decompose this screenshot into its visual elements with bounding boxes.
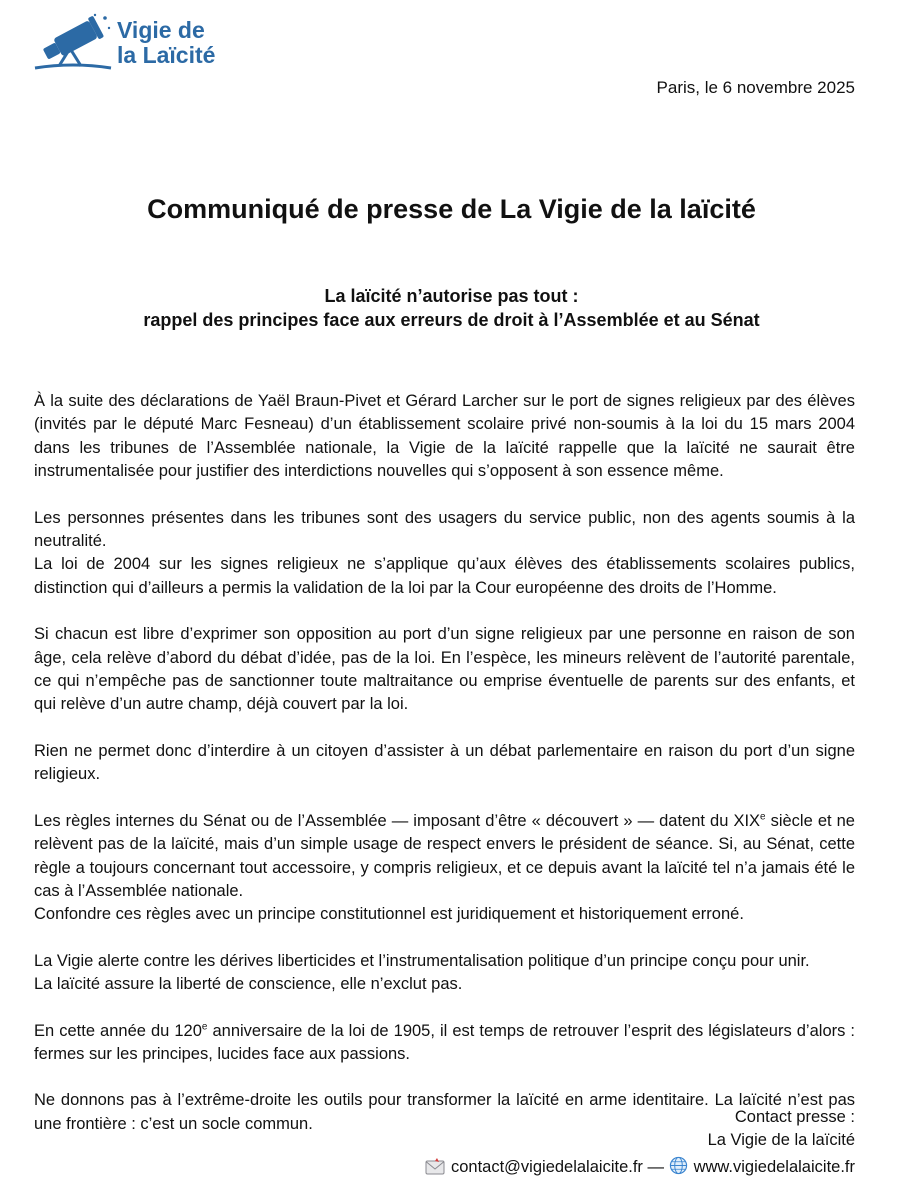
- paragraph-5-pre: Les règles internes du Sénat ou de l’Assemblée — imposant d’être « découvert » — datent du XIX: [34, 811, 761, 830]
- paragraph-7-post: anniversaire de la loi de 1905, il est temps de retrouver l’esprit des législateurs d’alors : fermes sur les principes, lucides face aux passions.: [34, 1021, 855, 1063]
- subtitle-line-2: rappel des principes face aux erreurs de droit à l’Assemblée et au Sénat: [143, 310, 760, 330]
- paragraph-5: [34, 810, 855, 927]
- telescope-icon: [33, 12, 113, 72]
- contact-line: [425, 1156, 855, 1182]
- paragraph-6: [34, 950, 855, 997]
- paragraph-6-line-a: La Vigie alerte contre les dérives liberticides et l’instrumentalisation politique d’un principe conçu pour unir.: [34, 951, 810, 970]
- logo: [33, 12, 223, 72]
- paragraph-5-post: siècle et ne relèvent pas de la laïcité, mais d’un simple usage de respect envers le président de séance. Si, au Sénat, cette règle a toujours concernant tout accessoire, y compris religieux, et ce depuis avant la laïcité tel n’a jamais été le cas à l’Assemblée nationale.: [34, 811, 855, 900]
- contact-separator: —: [642, 1158, 669, 1176]
- logo-wordmark: [117, 18, 215, 68]
- paragraph-5-line-b: Confondre ces règles avec un principe constitutionnel est juridiquement et historiquement erroné.: [34, 905, 744, 924]
- contact-block: [425, 1106, 855, 1182]
- paragraph-2-line-b: La loi de 2004 sur les signes religieux ne s’applique qu’aux élèves des établissements scolaires publics, distinction qui d’ailleurs a permis la validation de la loi par la Cour européenne des droits de l’Homme.: [34, 555, 855, 597]
- paragraph-4: Rien ne permet donc d’interdire à un citoyen d’assister à un débat parlementaire en raison du port d’un signe religieux.: [34, 741, 855, 784]
- envelope-icon: [425, 1157, 445, 1182]
- globe-icon: [669, 1156, 688, 1182]
- contact-label: Contact presse :: [734, 1108, 855, 1126]
- logo-line-2: la Laïcité: [117, 42, 216, 68]
- paragraph-7-pre: En cette année du 120: [34, 1021, 202, 1040]
- century-superscript: e: [760, 811, 766, 823]
- ordinal-superscript: e: [201, 1021, 208, 1033]
- contact-email-link[interactable]: contact@vigiedelalaicite.fr: [450, 1158, 643, 1176]
- date-line: Paris, le 6 novembre 2025: [656, 78, 855, 97]
- paragraph-3: Si chacun est libre d’exprimer son opposition au port d’un signe religieux par une personne en raison de son âge, cela relève d’abord du débat d’idée, pas de la loi. En l’espèce, les mineurs relèvent de l’autorité parentale, ce qui n’empêche pas de sanctionner toute maltraitance ou emprise éventuelle de parents sur des enfants, et qui relève d’un autre champ, déjà couvert par la loi.: [34, 625, 855, 714]
- contact-org: La Vigie de la laïcité: [707, 1131, 855, 1149]
- subtitle-line-1: La laïcité n’autorise pas tout :: [324, 286, 579, 306]
- paragraph-5-line-a: [34, 810, 855, 904]
- paragraph-8: Ne donnons pas à l’extrême-droite les outils pour transformer la laïcité en arme identitaire. La laïcité n’est pas une frontière : c’est un socle commun.: [34, 1091, 855, 1133]
- subtitle: [0, 284, 903, 332]
- contact-website-link[interactable]: www.vigiedelalaicite.fr: [693, 1158, 855, 1176]
- logo-line-1: Vigie de: [117, 17, 205, 43]
- paragraph-2-line-a: Les personnes présentes dans les tribunes sont des usagers du service public, non des agents soumis à la neutralité.: [34, 508, 855, 551]
- paragraph-6-line-b: La laïcité assure la liberté de conscience, elle n’exclut pas.: [34, 975, 463, 994]
- paragraph-2: [34, 507, 855, 601]
- page-title: Communiqué de presse de La Vigie de la laïcité: [147, 194, 756, 224]
- paragraph-1: À la suite des déclarations de Yaël Braun-Pivet et Gérard Larcher sur le port de signes religieux par des élèves (invités par le député Marc Fesneau) d’un établissement scolaire privé non-soumis à la loi du 15 mars 2004 dans les tribunes de l’Assemblée nationale, la Vigie de la laïcité rappelle que la laïcité ne saurait être instrumentalisée pour justifier des interdictions nouvelles qui s’opposent à son essence même.: [34, 392, 855, 481]
- press-release-body: [34, 390, 855, 1159]
- paragraph-7: [34, 1020, 855, 1067]
